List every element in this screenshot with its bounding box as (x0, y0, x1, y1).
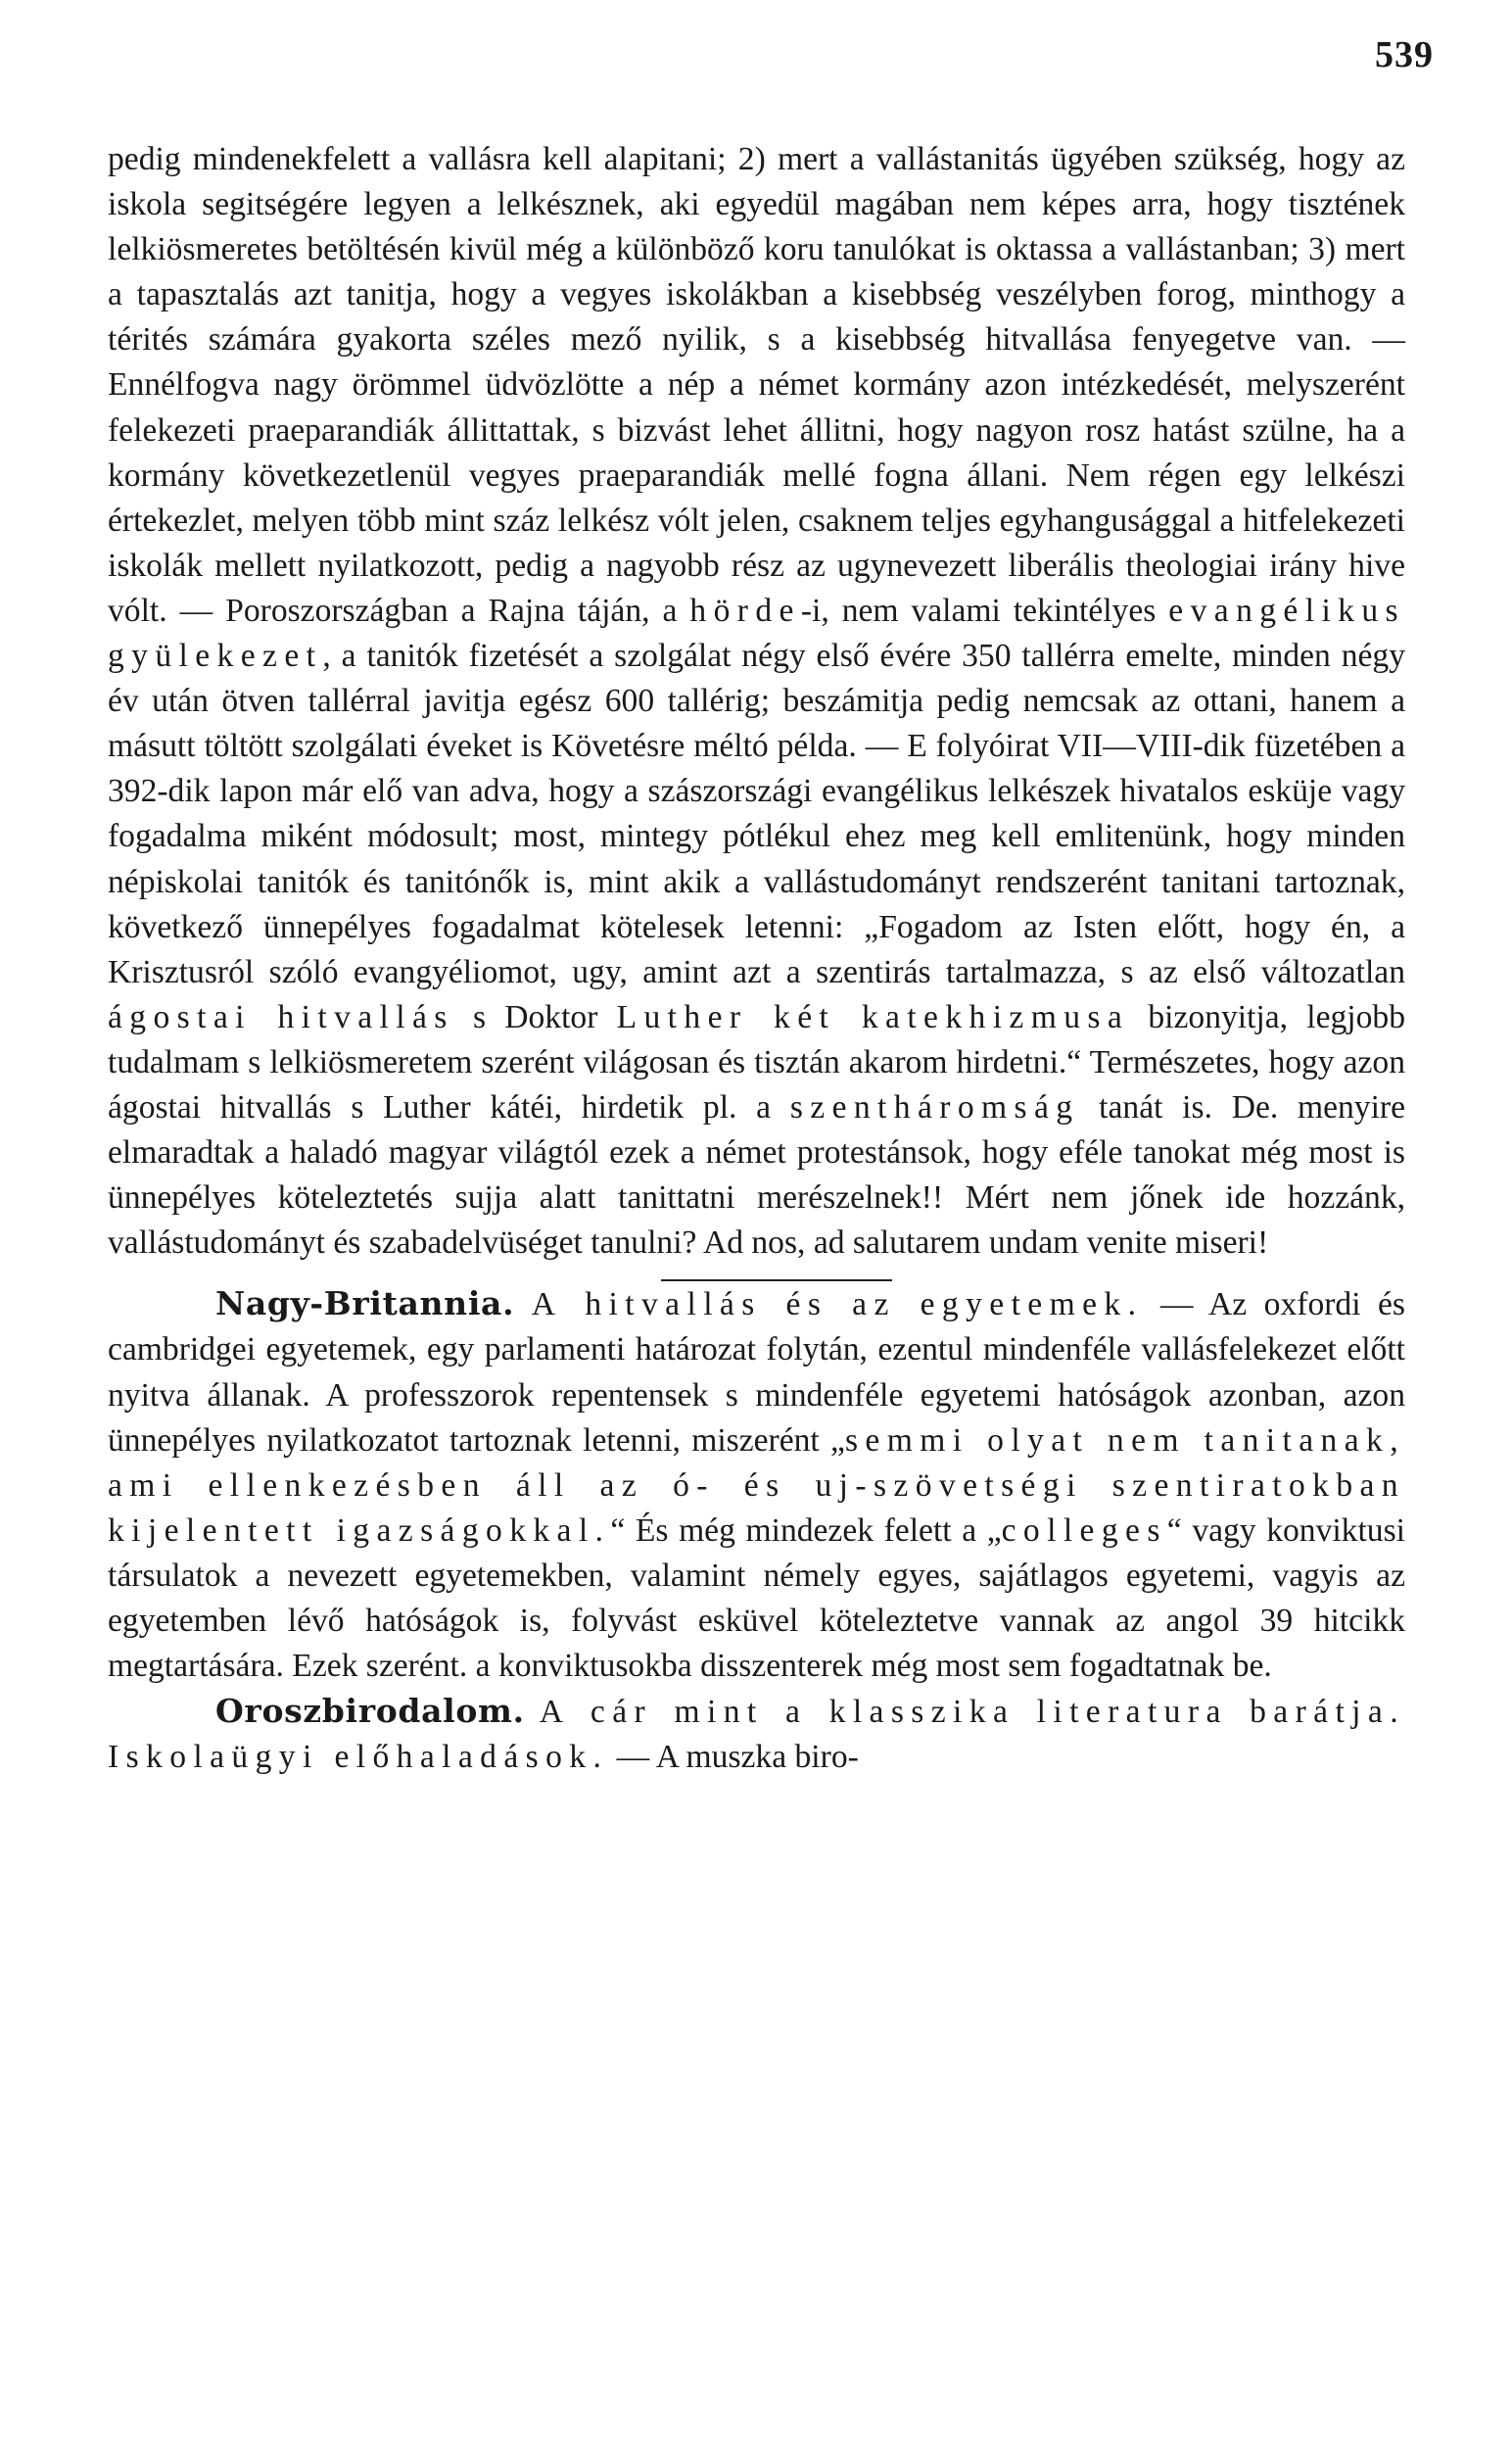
page-number: 539 (1375, 34, 1434, 75)
paragraph-text: s Doktor (453, 998, 617, 1035)
section-britain (108, 1281, 1405, 1689)
spaced-text: semmi olyat nem tanitanak, ami ellenkezésben áll az ó- és uj-szövetségi szentiratokban kijelentett igazságokkal. (108, 1421, 1405, 1549)
spaced-text: ágostai hitvallás (108, 998, 454, 1035)
section-subtitle: A cár mint a klasszika literatura barátja. Iskolaügyi előhaladások. (108, 1694, 1405, 1776)
page-body (108, 137, 1405, 1780)
paragraph-germany (108, 137, 1405, 1266)
paragraph-text: -i, nem valami tekintélyes (800, 592, 1169, 629)
indent-spacer (108, 1286, 215, 1322)
paragraph-text: “ És még mindezek felett a „ (610, 1511, 1002, 1549)
spaced-text: evangélikus gyülekezet (108, 592, 1405, 675)
section-heading: Oroszbirodalom. (215, 1692, 525, 1731)
section-subtitle: A hitvallás és az egyetemek. (531, 1286, 1144, 1323)
paragraph-text: “ vagy konviktusi társulatok a nevezett egyetemekben, valamint némely egyes, sajátlagos egyetemi, vagyis az egyetemben lévő hatóságok is, folyvást esküvel köteleztetve vannak az angol 39 hitcikk megtartására. Ezek szerént. a konviktusokba disszenterek még most sem fogadtatnak be. (108, 1511, 1405, 1685)
paragraph-text: — A muszka biro- (608, 1739, 859, 1776)
spaced-text: szentháromság (789, 1088, 1080, 1126)
spaced-text: colleges (1001, 1511, 1167, 1549)
spaced-text: hörde (689, 592, 801, 629)
spaced-text: Luther két katekhizmusa (616, 998, 1130, 1035)
indent-spacer (108, 1694, 215, 1730)
paragraph-text: , a tanitók fizetését a szolgálat négy első évére 350 tallérra emelte, minden négy év után ötven tallérral javitja egész 600 tallérig; beszámitja pedig nemcsak az ottani, hanem a másutt töltött szolgálati éveket is Követésre méltó példa. — E folyóirat VII—VIII-dik füzetében a 392-dik lapon már elő van adva, hogy a szászországi evangélikus lelkészek hivatalos esküje vagy fogadalma miként módosult; most, mintegy pótlékul ehez meg kell emlitenünk, hogy minden népiskolai tanitók és tanitónők is, mint akik a vallástudományt rendszerént tanitani tartoznak, következő ünnepélyes fogadalmat kötelesek letenni: „Fogadom az Isten előtt, hogy én, a Krisztusról szóló evangyéliomot, ugy, amint azt a szentirás tartalmazza, s az első változatlan (108, 638, 1405, 990)
section-heading: Nagy-Britannia. (215, 1284, 515, 1323)
section-russia (108, 1689, 1405, 1780)
section-divider (661, 1279, 892, 1281)
paragraph-text: bizonyitja, legjobb tudalmam s lelkiösmeretem szerént világosan és tisztán akarom hirdetni.“ Természetes, hogy azon ágostai hitvallás s Luther kátéi, hirdetik pl. a (108, 998, 1405, 1126)
paragraph-text: — Az oxfordi és cambridgei egyetemek, egy parlamenti határozat folytán, ezentul mindenféle vallásfelekezet előtt nyitva állanak. A professzorok repentensek s mindenféle egyetemi hatóságok azonban, azon ünnepélyes nyilatkozatot tartoznak letenni, miszerént „ (108, 1286, 1405, 1459)
paragraph-text: tanát is. De. menyire elmaradtak a haladó magyar világtól ezek a német protestánsok, hogy eféle tanokat még most is ünnepélyes köteleztetés sujja alatt tanittatni merészelnek!! Mért nem jőnek ide hozzánk, vallástudományt és szabadelvüséget tanulni? Ad nos, ad salutarem undam venite miseri! (108, 1088, 1405, 1262)
paragraph-text: pedig mindenekfelett a vallásra kell alapitani; 2) mert a vallástanitás ügyében szükség, hogy az iskola segitségére legyen a lelkésznek, aki egyedül magában nem képes arra, hogy tisztének lelkiösmeretes betöltésén kivül még a különböző koru tanulókat is oktassa a vallástanban; 3) mert a tapasztalás azt tanitja, hogy a vegyes iskolákban a kisebbség veszélyben forog, minthogy a térités számára gyakorta széles mező nyilik, s a kisebbség hitvallása fenyegetve van. — Ennélfogva nagy örömmel üdvözlötte a nép a német kormány azon intézkedését, melyszerént felekezeti praeparandiák állittattak, s bizvást lehet állitni, hogy nagyon rosz hatást szülne, ha a kormány következetlenül vegyes praeparandiák mellé fogna állani. Nem régen egy lelkészi értekezlet, melyen több mint száz lelkész vólt jelen, csaknem teljes egyhangusággal a hitfelekezeti iskolák mellett nyilatkozott, pedig a nagyobb rész az ugynevezett liberális theologiai irány hive vólt. — Poroszországban a Rajna táján, a (108, 141, 1405, 629)
